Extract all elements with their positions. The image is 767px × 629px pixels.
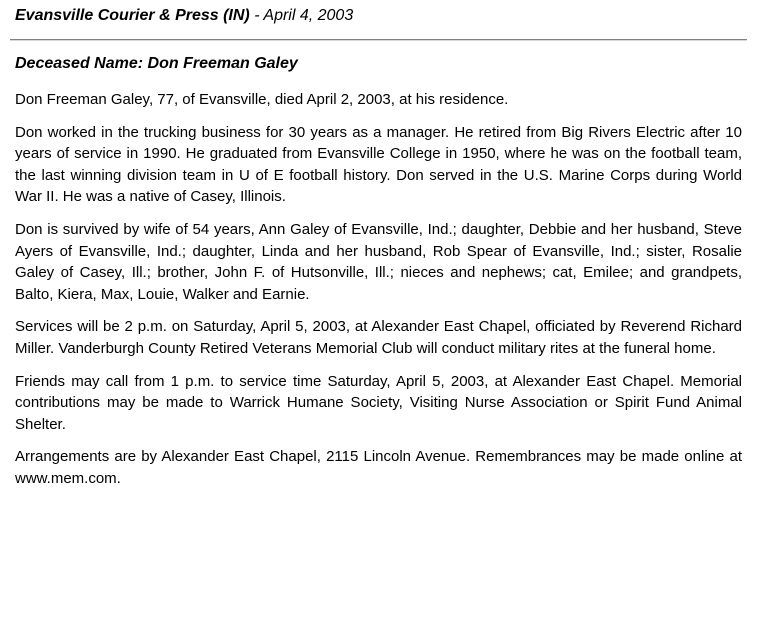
article-header <box>15 7 353 25</box>
publication-date: April 4, 2003 <box>263 7 354 24</box>
paragraph-biography: Don worked in the trucking business for 30 years as a manager. He retired from Big Rivers Electric after 10 years of service in 1990. He graduated from Evansville College in 1950, where he was on the football team, the last winning division team in U of E football history. Don served in the U.S. Marine Corps during World War II. He was a native of Casey, Illinois. <box>15 123 742 206</box>
paragraph-survivors: Don is survived by wife of 54 years, Ann Galey of Evansville, Ind.; daughter, Debbie and her husband, Steve Ayers of Evansville, Ind.; daughter, Linda and her husband, Rob Spear of Evansville, Ind.; sister, Rosalie Galey of Casey, Ill.; brother, John F. of Hutsonville, Ill.; nieces and nephews; cat, Emilee; and grandpets, Balto, Kiera, Max, Louie, Walker and Earnie. <box>15 220 742 303</box>
paragraph-death-notice: Don Freeman Galey, 77, of Evansville, died April 2, 2003, at his residence. <box>15 91 509 108</box>
paragraph-services: Services will be 2 p.m. on Saturday, April 5, 2003, at Alexander East Chapel, officiated by Reverend Richard Miller. Vanderburgh County Retired Veterans Memorial Club will conduct military rites at the funeral home. <box>15 318 742 357</box>
paragraph-arrangements: Arrangements are by Alexander East Chapel, 2115 Lincoln Avenue. Remembrances may be made online at www.mem.com. <box>15 448 742 487</box>
article-body <box>15 54 742 501</box>
paragraph-visitation: Friends may call from 1 p.m. to service time Saturday, April 5, 2003, at Alexander East Chapel. Memorial contributions may be made to Warrick Humane Society, Visiting Nurse Association or Spirit Fund Animal Shelter. <box>15 372 742 433</box>
header-divider <box>10 39 747 41</box>
header-separator: - <box>249 7 264 24</box>
deceased-name: Deceased Name: Don Freeman Galey <box>15 55 298 72</box>
newspaper-name: Evansville Courier & Press (IN) <box>15 7 250 24</box>
